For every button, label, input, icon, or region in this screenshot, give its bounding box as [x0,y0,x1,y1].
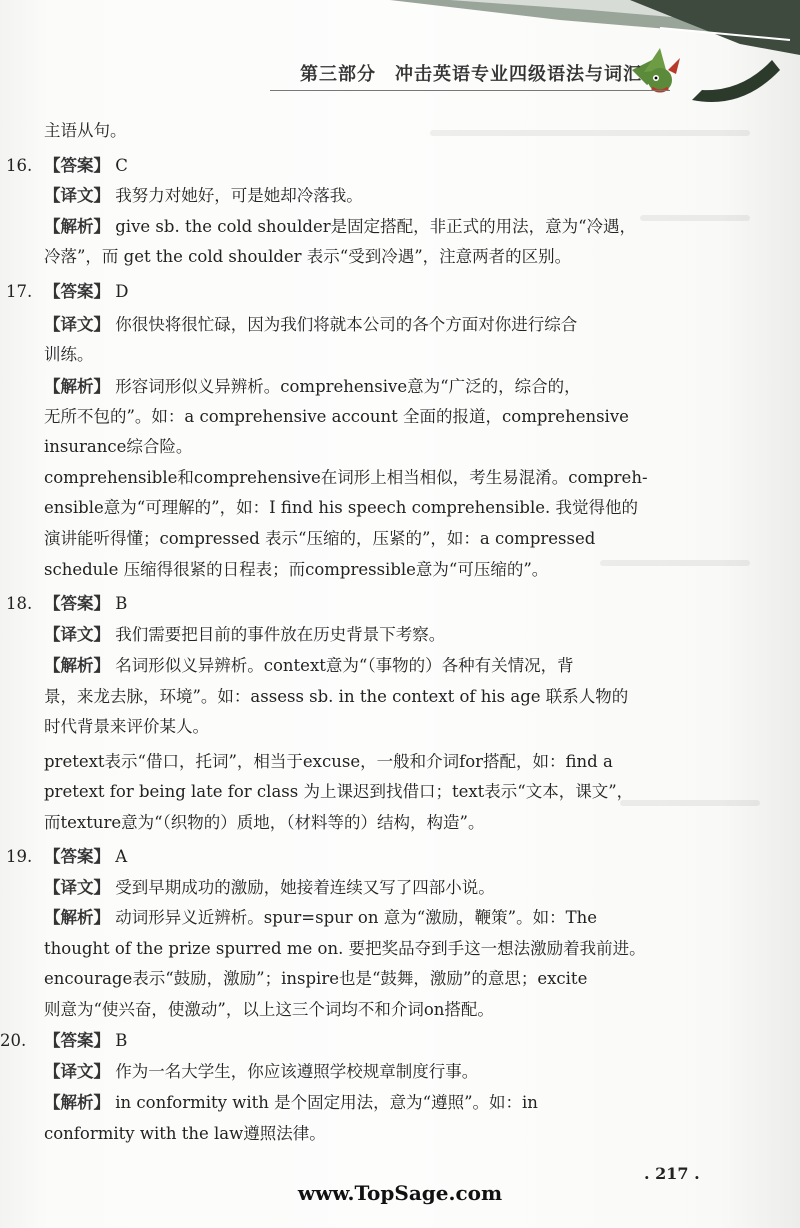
intro-line: 主语从句。 [44,121,127,140]
answer-line [44,281,128,303]
translation-line [44,877,495,899]
analysis-text: pretext表示“借口，托词”，相当于excuse，一般和介词for搭配，如：find a [44,752,613,771]
translation-text: 你很快将很忙碌，因为我们将就本公司的各个方面对你进行综合 [115,315,578,334]
analysis-text: 而texture意为“（织物的）质地，（材料等的）结构，构造”。 [44,813,485,832]
header-rule [270,90,670,91]
entry-number: 18. [6,594,33,613]
entry-number: 16. [6,156,33,175]
translation-tag: 【译文】 [44,625,110,644]
analysis-text: in conformity with 是个固定用法，意为“遵照”。如：in [115,1093,538,1112]
analysis-text: insurance综合险。 [44,437,193,456]
translation-text: 受到早期成功的激励，她接着连续又写了四部小说。 [115,878,495,897]
analysis-line [44,907,597,929]
analysis-text: 动词形异义近辨析。spur=spur on 意为“激励，鞭策”。如：The [115,908,597,927]
translation-tag: 【译文】 [44,315,110,334]
translation-tag: 【译文】 [44,1062,110,1081]
analysis-text: give sb. the cold shoulder是固定搭配，非正式的用法，意为“冷遇， [115,217,637,236]
analysis-text: 则意为“使兴奋，使激动”，以上这三个词均不和介词on搭配。 [44,1000,494,1019]
answer-line [44,155,128,177]
analysis-text: pretext for being late for class 为上课迟到找借口；text表示“文本，课文”， [44,782,634,801]
analysis-text: 形容词形似义异辨析。comprehensive意为“广泛的，综合的， [115,377,581,396]
bleed-through [430,130,750,136]
website-link[interactable]: www.TopSage.com [297,1181,503,1205]
analysis-text: schedule 压缩得很紧的日程表；而compressible意为“可压缩的”。 [44,560,549,579]
translation-text: 我努力对她好，可是她却冷落我。 [115,186,363,205]
answer-tag: 【答案】 [44,1031,110,1050]
translation-line [44,314,577,336]
translation-text: 我们需要把目前的事件放在历史背景下考察。 [115,625,446,644]
bleed-through [640,215,750,221]
translation-text: 作为一名大学生，你应该遵照学校规章制度行事。 [115,1062,479,1081]
analysis-tag: 【解析】 [44,908,110,927]
answer-value: B [115,594,128,613]
analysis-line [44,655,574,677]
page-header-title: 第三部分 冲击英语专业四级语法与词汇 [300,64,642,85]
answer-line [44,846,127,868]
answer-tag: 【答案】 [44,282,110,301]
bleed-through [620,800,760,806]
analysis-text: 名词形似义异辨析。context意为“（事物的）各种有关情况，背 [115,656,574,675]
answer-tag: 【答案】 [44,847,110,866]
analysis-text: conformity with the law遵照法律。 [44,1124,326,1143]
analysis-tag: 【解析】 [44,656,110,675]
answer-tag: 【答案】 [44,594,110,613]
analysis-text: encourage表示“鼓励，激励”；inspire也是“鼓舞，激励”的意思；excite [44,969,588,988]
translation-tag: 【译文】 [44,186,110,205]
analysis-text: 无所不包的”。如：a comprehensive account 全面的报道，comprehensive [44,407,629,426]
analysis-tag: 【解析】 [44,1093,110,1112]
analysis-tag: 【解析】 [44,217,110,236]
answer-value: D [115,282,129,301]
entry-number: 20. [0,1031,27,1050]
answer-line [44,593,127,615]
analysis-text: thought of the prize spurred me on. 要把奖品夺到手这一想法激励着我前进。 [44,939,646,958]
bleed-through [600,560,750,566]
translation-tag: 【译文】 [44,878,110,897]
analysis-text: 景，来龙去脉，环境”。如：assess sb. in the context of his age 联系人物的 [44,687,629,706]
page-number: . 217 . [644,1164,700,1183]
analysis-text: 冷落”，而 get the cold shoulder 表示“受到冷遇”，注意两者的区别。 [44,247,572,266]
answer-value: A [115,847,128,866]
analysis-line [44,376,581,398]
answer-line [44,1030,127,1052]
translation-line [44,185,363,207]
analysis-tag: 【解析】 [44,377,110,396]
translation-line [44,1061,478,1083]
answer-tag: 【答案】 [44,156,110,175]
analysis-line [44,1092,538,1114]
translation-text: 训练。 [44,345,94,364]
entry-number: 19. [6,847,33,866]
translation-line [44,624,445,646]
analysis-text: ensible意为“可理解的”，如：I find his speech comprehensible. 我觉得他的 [44,498,638,517]
analysis-text: comprehensible和comprehensive在词形上相当相似，考生易混淆。compreh- [44,468,648,487]
analysis-text: 时代背景来评价某人。 [44,717,209,736]
entry-number: 17. [6,282,33,301]
answer-value: B [115,1031,128,1050]
answer-value: C [115,156,128,175]
analysis-line [44,216,636,238]
analysis-text: 演讲能听得懂；compressed 表示“压缩的，压紧的”，如：a compressed [44,529,596,548]
